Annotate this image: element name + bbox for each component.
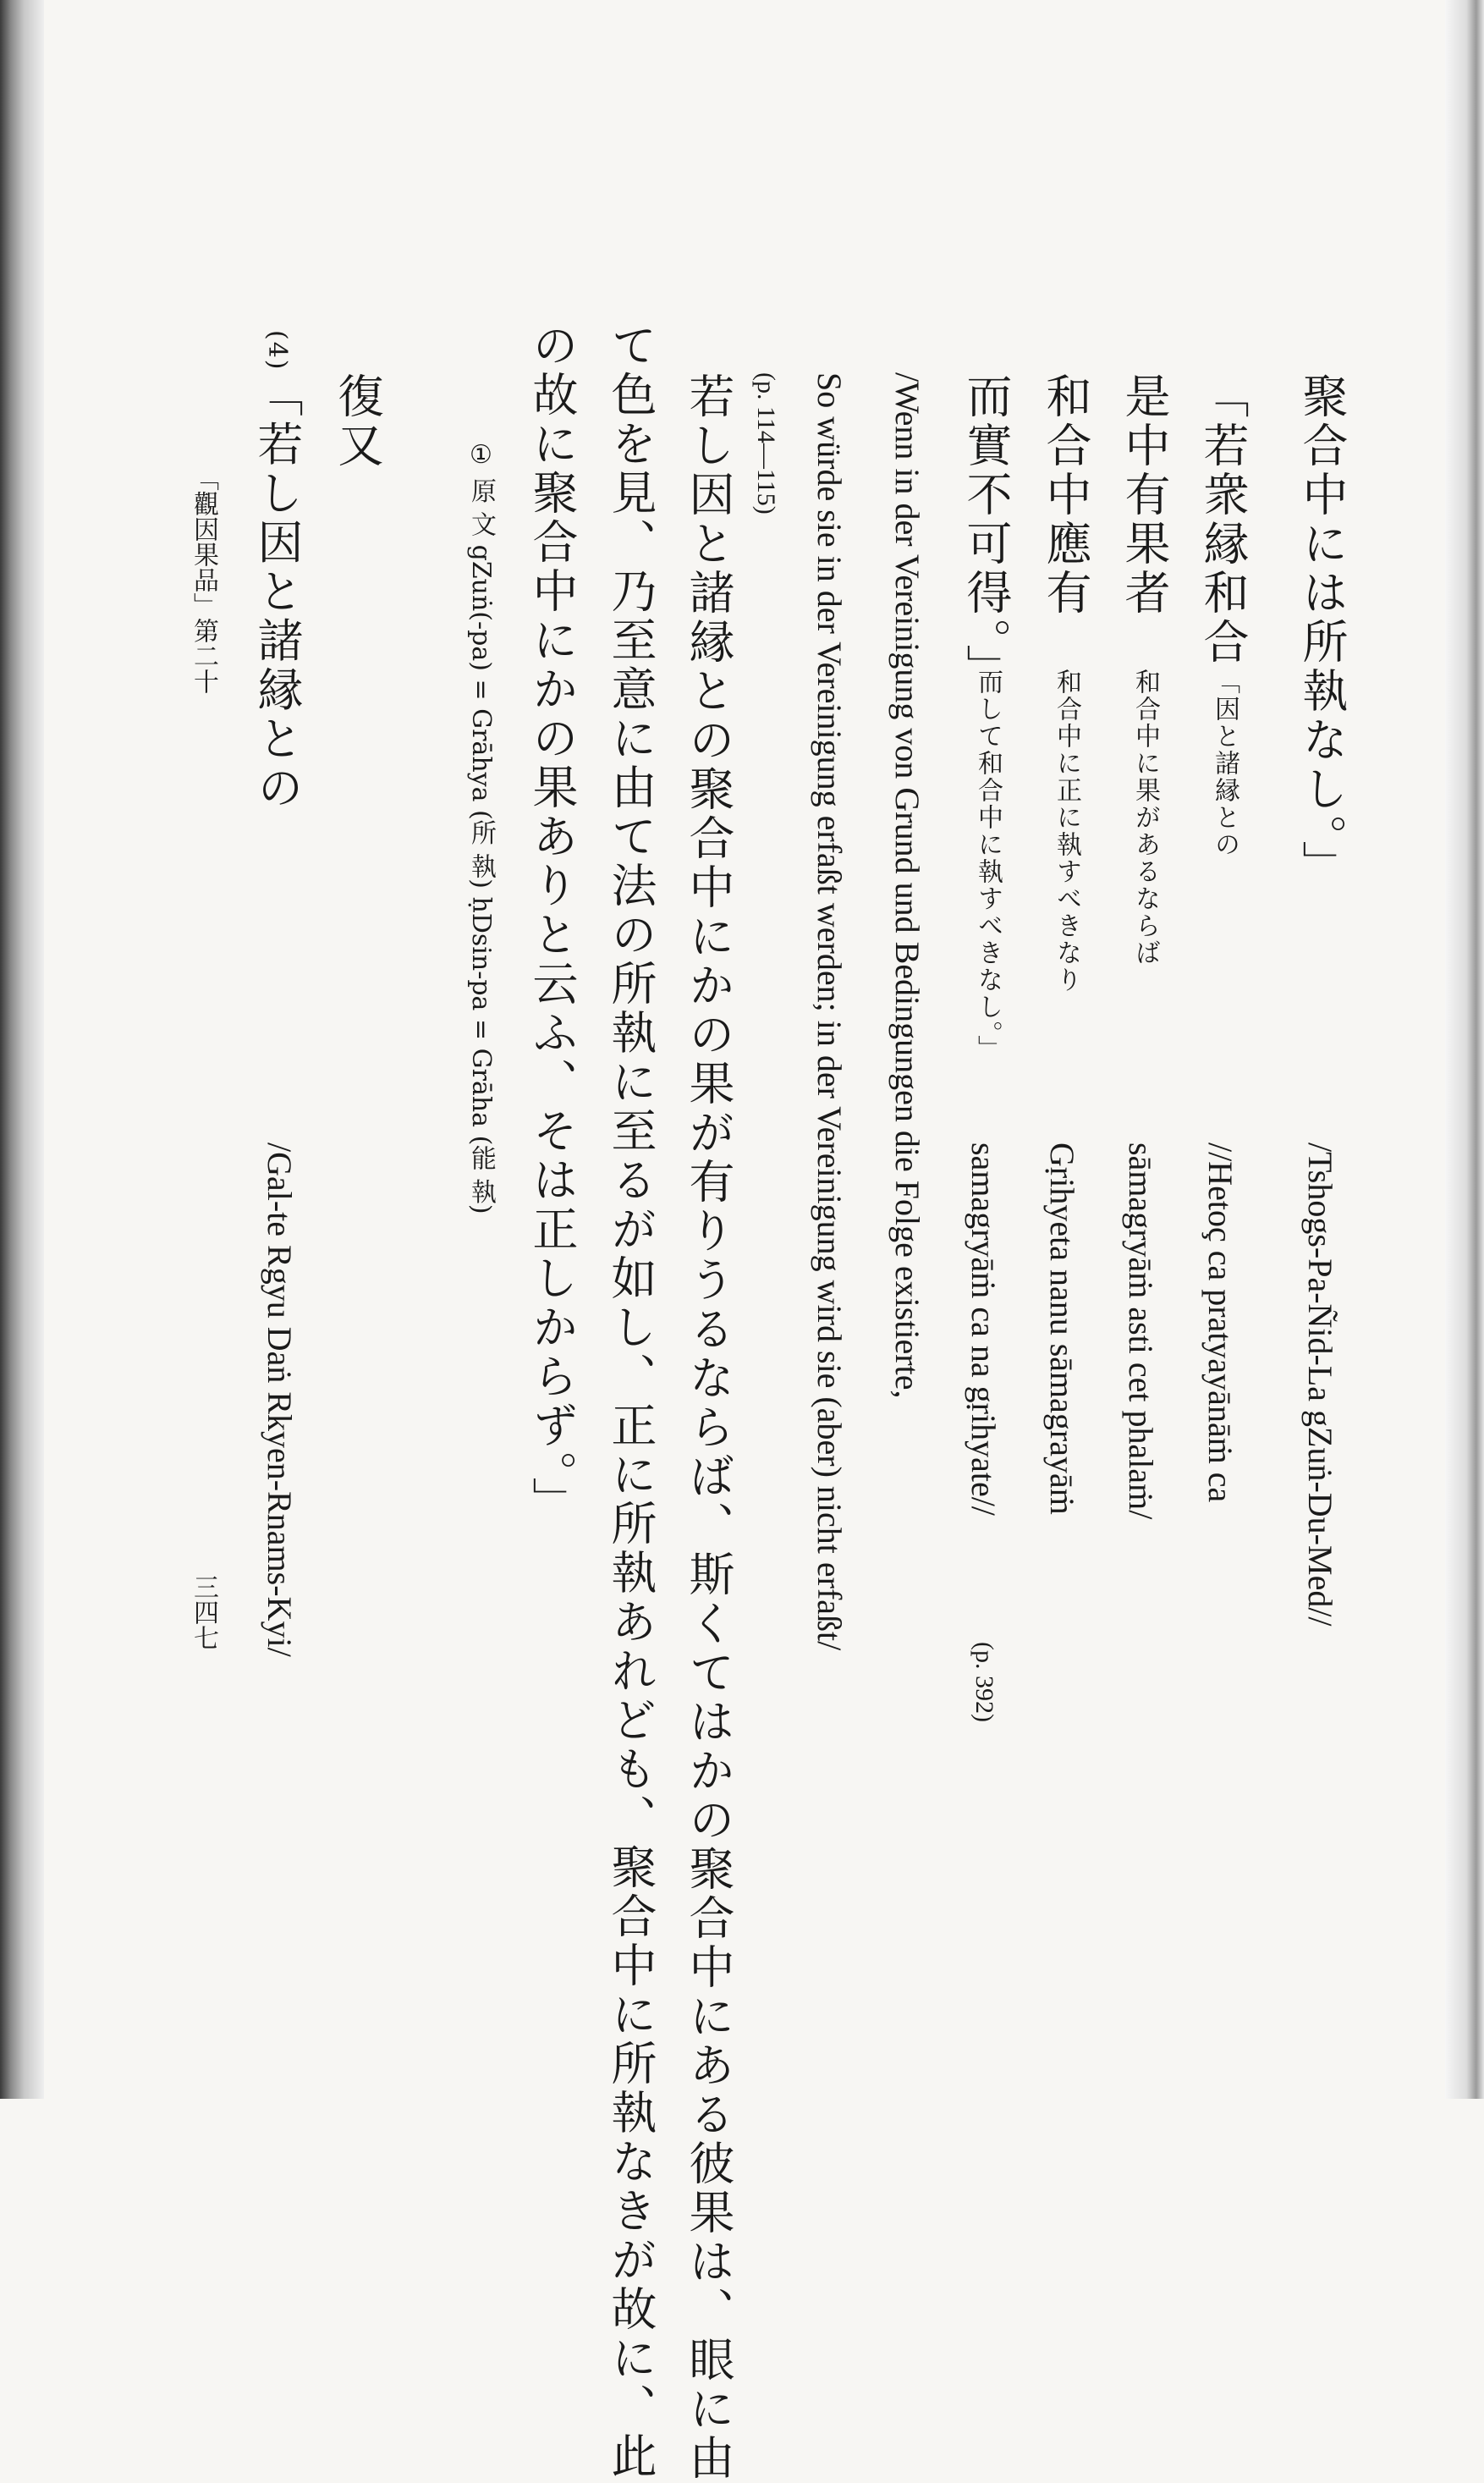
verse-line-2: 是中有果者 xyxy=(1118,372,1171,618)
verse-line-1: 「若衆縁和合 xyxy=(1196,372,1250,667)
verse-gloss-2: 和合中に果があるならば xyxy=(1130,669,1160,966)
running-footer: 「觀因果品」第二十 xyxy=(189,465,218,694)
next-verse-line: 「若し因と諸縁との xyxy=(250,371,304,813)
verse-number: (4) xyxy=(262,330,292,372)
verse-intro: 聚合中には所執なし。」 xyxy=(1295,372,1349,889)
german-page-ref: (p. 114—115) xyxy=(752,372,780,515)
sanskrit-line-1: //Hetoç ca pratyayānāṁ ca xyxy=(1201,1142,1239,1503)
commentary-line-1: 若し因と諸縁との聚合中にかの果が有りうるならば、斯くてはかの聚合中にある彼果は、眼に由 xyxy=(682,372,735,2483)
verse-gloss-1: 「因と諸縁との xyxy=(1210,669,1239,858)
commentary-line-2: て色を見、乃至意に由て法の所執に至るが如し、正に所執あれども、聚合中に所執なきが故に、此 xyxy=(604,322,657,2481)
sanskrit-line-2: sāmagryāṁ asti cet phalaṁ/ xyxy=(1122,1142,1160,1520)
german-line-2: So würde sie in der Vereinigung erfaßt werden; in der Vereinigung wird sie (aber) nicht erfaßt/ xyxy=(811,372,849,1651)
next-tibetan: /Gal-te Rgyu Daṅ Rkyen-Rnams-Kyi/ xyxy=(261,1142,299,1657)
section-heading: 復又 xyxy=(331,372,384,471)
verse-gloss-4: 而して和合中に執すべきなし。」 xyxy=(973,669,1003,1062)
commentary-line-3: の故に聚合中にかの果ありと云ふ、そは正しからず。」 xyxy=(525,322,579,1526)
page-number: 三四七 xyxy=(189,1574,218,1650)
sanskrit-line-3: Gṛihyeta nanu sāmagrayāṁ xyxy=(1043,1142,1081,1515)
scan-right-edge xyxy=(1445,0,1484,2099)
verse-gloss-3: 和合中に正に執すべきなり xyxy=(1052,669,1081,994)
footnote xyxy=(466,440,496,1214)
tibetan-title: /Tshogs-Pa-Ñid-La gZuṅ-Du-Med// xyxy=(1301,1142,1339,1627)
sanskrit-line-4: samagryāṁ ca na gṛihyate// xyxy=(965,1142,1003,1516)
footnote-text: 原 文 gZuṅ(-pa) = Grāhya (所 執) ḥDsin-pa = Grāha (能 執) xyxy=(466,477,496,1214)
german-line-1: /Wenn in der Vereinigung von Grund und Bedingungen die Folge existierte, xyxy=(888,372,926,1399)
verse-line-3: 和合中應有 xyxy=(1039,372,1092,618)
scan-left-edge xyxy=(0,0,44,2099)
footnote-marker: ① xyxy=(466,440,496,470)
verse-line-4: 而實不可得。」 xyxy=(959,372,1013,693)
next-verse-start xyxy=(250,330,304,813)
sanskrit-page-ref: (p. 392) xyxy=(970,1642,998,1722)
